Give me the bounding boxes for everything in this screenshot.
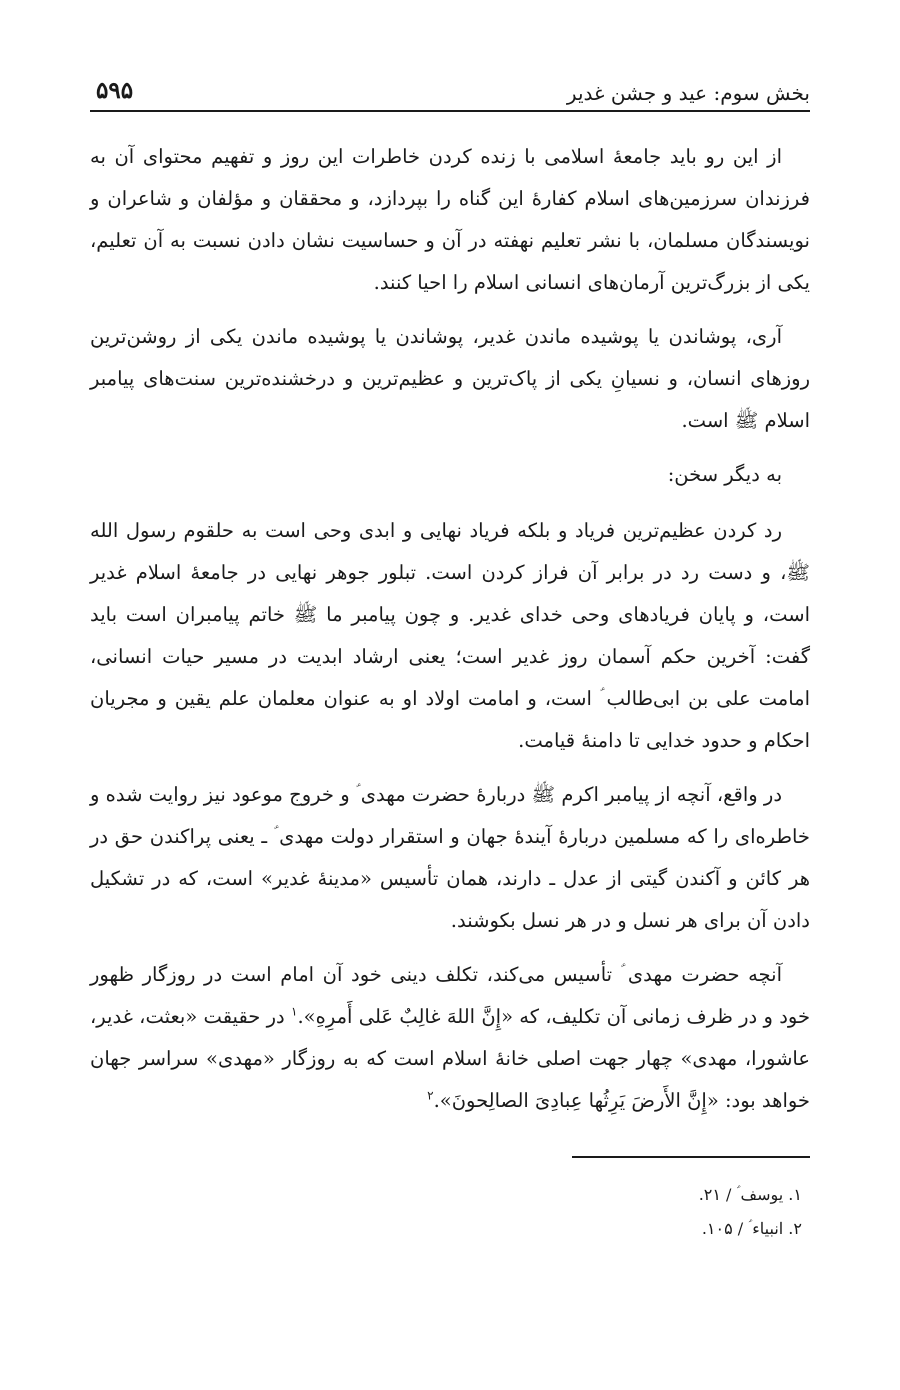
paragraph-6-part-1: آنچه حضرت مهدی ؑ تأسیس می‌کند، تکلف دینی خود آن امام است در روزگار ظهور خود و در ظرف زمانی آن تکلیف، که «إِنَّ اللهَ غالِبٌ عَلی أَمرِهِ». <box>90 963 811 1028</box>
footnote-ref-1[interactable]: ۱ <box>291 1004 298 1019</box>
body-text <box>90 136 810 1122</box>
paragraph-2: آری، پوشاندن یا پوشیده ماندن غدیر، پوشاندن یا پوشیده ماندن یکی از روشن‌ترین روزهای انسان، و نسیانِ یکی از پاک‌ترین و عظیم‌ترین و درخشنده‌ترین سنت‌های پیامبر اسلام ﷺ است. <box>90 325 810 432</box>
footnote-divider <box>572 1156 810 1158</box>
footnote-ref-2[interactable]: ۲ <box>427 1088 434 1103</box>
footnotes <box>90 1156 810 1246</box>
paragraph-1: از این رو باید جامعهٔ اسلامی با زنده کردن خاطرات این روز و تفهیم محتوای آن به فرزندان سرزمین‌های اسلام کفارهٔ این گناه را بپردازد، و محققان و مؤلفان و شاعران و نویسندگان مسلمان، با نشر تعلیم نهفته در آن و حساسیت نشان دادن نسبت به آن تعلیم، یکی از بزرگ‌ترین آرمان‌های انسانی اسلام را احیا کنند. <box>90 145 810 294</box>
footnote-1: ۱. یوسف ؑ / ۲۱. <box>698 1185 802 1204</box>
paragraph-6-part-2: در حقیقت «بعثت، غدیر، عاشورا، مهدی» چهار جهت اصلی خانهٔ اسلام است که به روزگار «مهدی» سراسر جهان خواهد بود: «إِنَّ الأَرضَ یَرِثُها عِبادِیَ الصالِحونَ». <box>90 1005 810 1112</box>
running-header <box>90 62 810 112</box>
footnote-2: ۲. انبیاء ؑ / ۱۰۵. <box>701 1219 802 1238</box>
section-title: بخش سوم: عید و جشن غدیر <box>566 81 810 105</box>
paragraph-4: رد کردن عظیم‌ترین فریاد و بلکه فریاد نهایی و ابدی وحی است به حلقوم رسول الله ﷺ، و دست رد در برابر آن فراز کردن است. تبلور جوهر نهایی در جامعهٔ اسلام غدیر است، و پایان فریادهای وحی خدای غدیر. و چون پیامبر ما ﷺ خاتم پیامبران است باید گفت: آخرین حکم آسمان روز غدیر است؛ یعنی ارشاد ابدیت در مسیر حیات انسانی، امامت علی بن ابی‌طالب ؑ است، و امامت اولاد او به عنوان معلمان علم یقین و مجریان احکام و حدود خدایی تا دامنهٔ قیامت. <box>90 519 810 752</box>
paragraph-6 <box>90 954 810 1122</box>
paragraph-3: به دیگر سخن: <box>667 463 782 486</box>
page-number: ۵۹۵ <box>96 77 134 104</box>
book-page <box>90 62 810 1362</box>
paragraph-5: در واقع، آنچه از پیامبر اکرم ﷺ دربارهٔ حضرت مهدی ؑ و خروج موعود نیز روایت شده و خاطره‌ای را که مسلمین دربارهٔ آیندهٔ جهان و استقرار دولت مهدی ؑ ـ یعنی پراکندن حق در هر کائن و آکندن گیتی از عدل ـ دارند، همان تأسیس «مدینهٔ غدیر» است، که در تشکیل دادن آن برای هر نسل و در هر نسل بکوشند. <box>90 783 810 932</box>
